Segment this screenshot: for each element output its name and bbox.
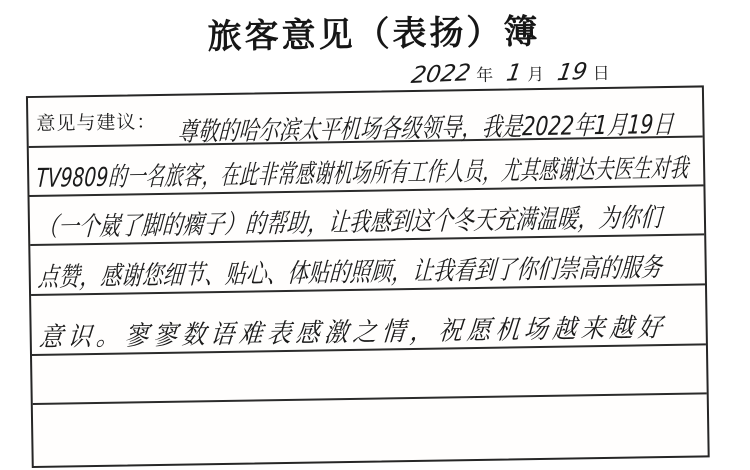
date-day-unit: 日 bbox=[592, 63, 610, 84]
handwritten-line: 尊敬的哈尔滨太平机场各级领导，我是2022年1月19日 bbox=[176, 110, 675, 149]
handwritten-line: （一个崴了脚的瘸子）的帮助，让我感到这个冬天充满温暖，为你们 bbox=[36, 203, 663, 244]
handwritten-line: 点赞，感谢您细节、贴心、体贴的照顾，让我看到了你们崇高的服务 bbox=[37, 253, 663, 294]
table-row bbox=[33, 394, 708, 463]
date-month-unit: 月 bbox=[526, 64, 545, 85]
date-day-value: 19 bbox=[555, 58, 589, 87]
page-title: 旅客意见（表扬）簿 bbox=[207, 13, 541, 57]
table-row bbox=[31, 285, 706, 356]
date-year-value: 2022 bbox=[409, 60, 473, 90]
date-month-value: 1 bbox=[504, 60, 524, 87]
comments-label: 意见与建议： bbox=[36, 112, 157, 135]
comments-table bbox=[26, 85, 710, 468]
handwritten-line: TV9809的一名旅客，在此非常感谢机场所有工作人员，尤其感谢达夫医生对我 bbox=[35, 154, 690, 195]
date-line bbox=[411, 57, 711, 88]
date-year-unit: 年 bbox=[476, 65, 494, 85]
handwritten-line: 意识。寥寥数语难表感激之情，祝愿机场越来越好 bbox=[37, 313, 668, 354]
